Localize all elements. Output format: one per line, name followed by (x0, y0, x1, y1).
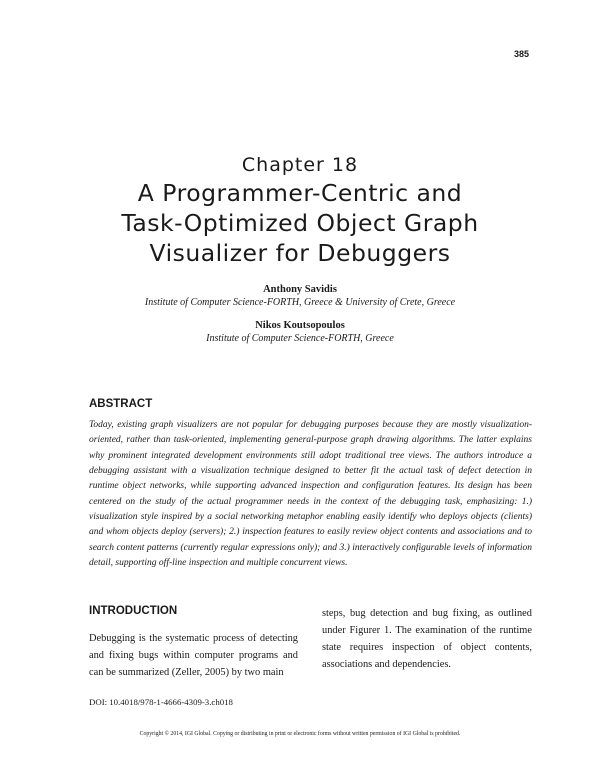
abstract-text: Today, existing graph visualizers are not popular for debugging purposes because they are mostly visualization-oriented, rather than task-oriented, implementing general-purpose graph drawing algorithms. The latter explains why prominent integrated development environments still adopt traditional tree views. The authors introduce a debugging assistant with a visualization technique designed to better fit the actual task of defect detection in runtime object networks, while supporting advanced inspection and configuration features. Its design has been centered on the study of the actual programmer needs in the context of the debugging task, emphasizing: 1.) visualization style inspired by a social networking metaphor enabling easily identify who deploys objects (clients) and whom objects deploy (servers); 2.) inspection features to easily review object contents and associations and to search content patterns (currently regular expressions only); and 3.) interactively configurable levels of information detail, supporting off-line inspection and multiple concurrent views. (89, 420, 532, 569)
title-line: Task-Optimized Object Graph (121, 209, 479, 237)
title-line: A Programmer-Centric and (137, 179, 463, 207)
author-affiliation: Institute of Computer Science-FORTH, Greece (206, 333, 394, 344)
chapter-label: Chapter 18 (241, 154, 359, 176)
author-name: Anthony Savidis (263, 284, 337, 295)
page-number: 385 (513, 49, 529, 59)
title-line: Visualizer for Debuggers (149, 239, 451, 267)
abstract-heading: ABSTRACT (89, 398, 153, 410)
introduction-left-column: Debugging is the systematic process of detecting and fixing bugs within computer programs and can be summarized (Zeller, 2005) by two main (89, 633, 298, 678)
author-affiliation: Institute of Computer Science-FORTH, Greece & University of Crete, Greece (144, 297, 456, 308)
introduction-right-column: steps, bug detection and bug fixing, as outlined under Figurer 1. The examination of the runtime state requires inspection of object contents, associations and dependencies. (322, 608, 532, 670)
author-name: Nikos Koutsopoulos (255, 320, 345, 331)
chapter-title (60, 178, 540, 268)
doi: DOI: 10.4018/978-1-4666-4309-3.ch018 (89, 697, 233, 707)
introduction-heading: INTRODUCTION (89, 605, 178, 617)
copyright-notice: Copyright © 2014, IGI Global. Copying or distributing in print or electronic forms without written permission of IGI Global is prohibited. (139, 731, 461, 737)
